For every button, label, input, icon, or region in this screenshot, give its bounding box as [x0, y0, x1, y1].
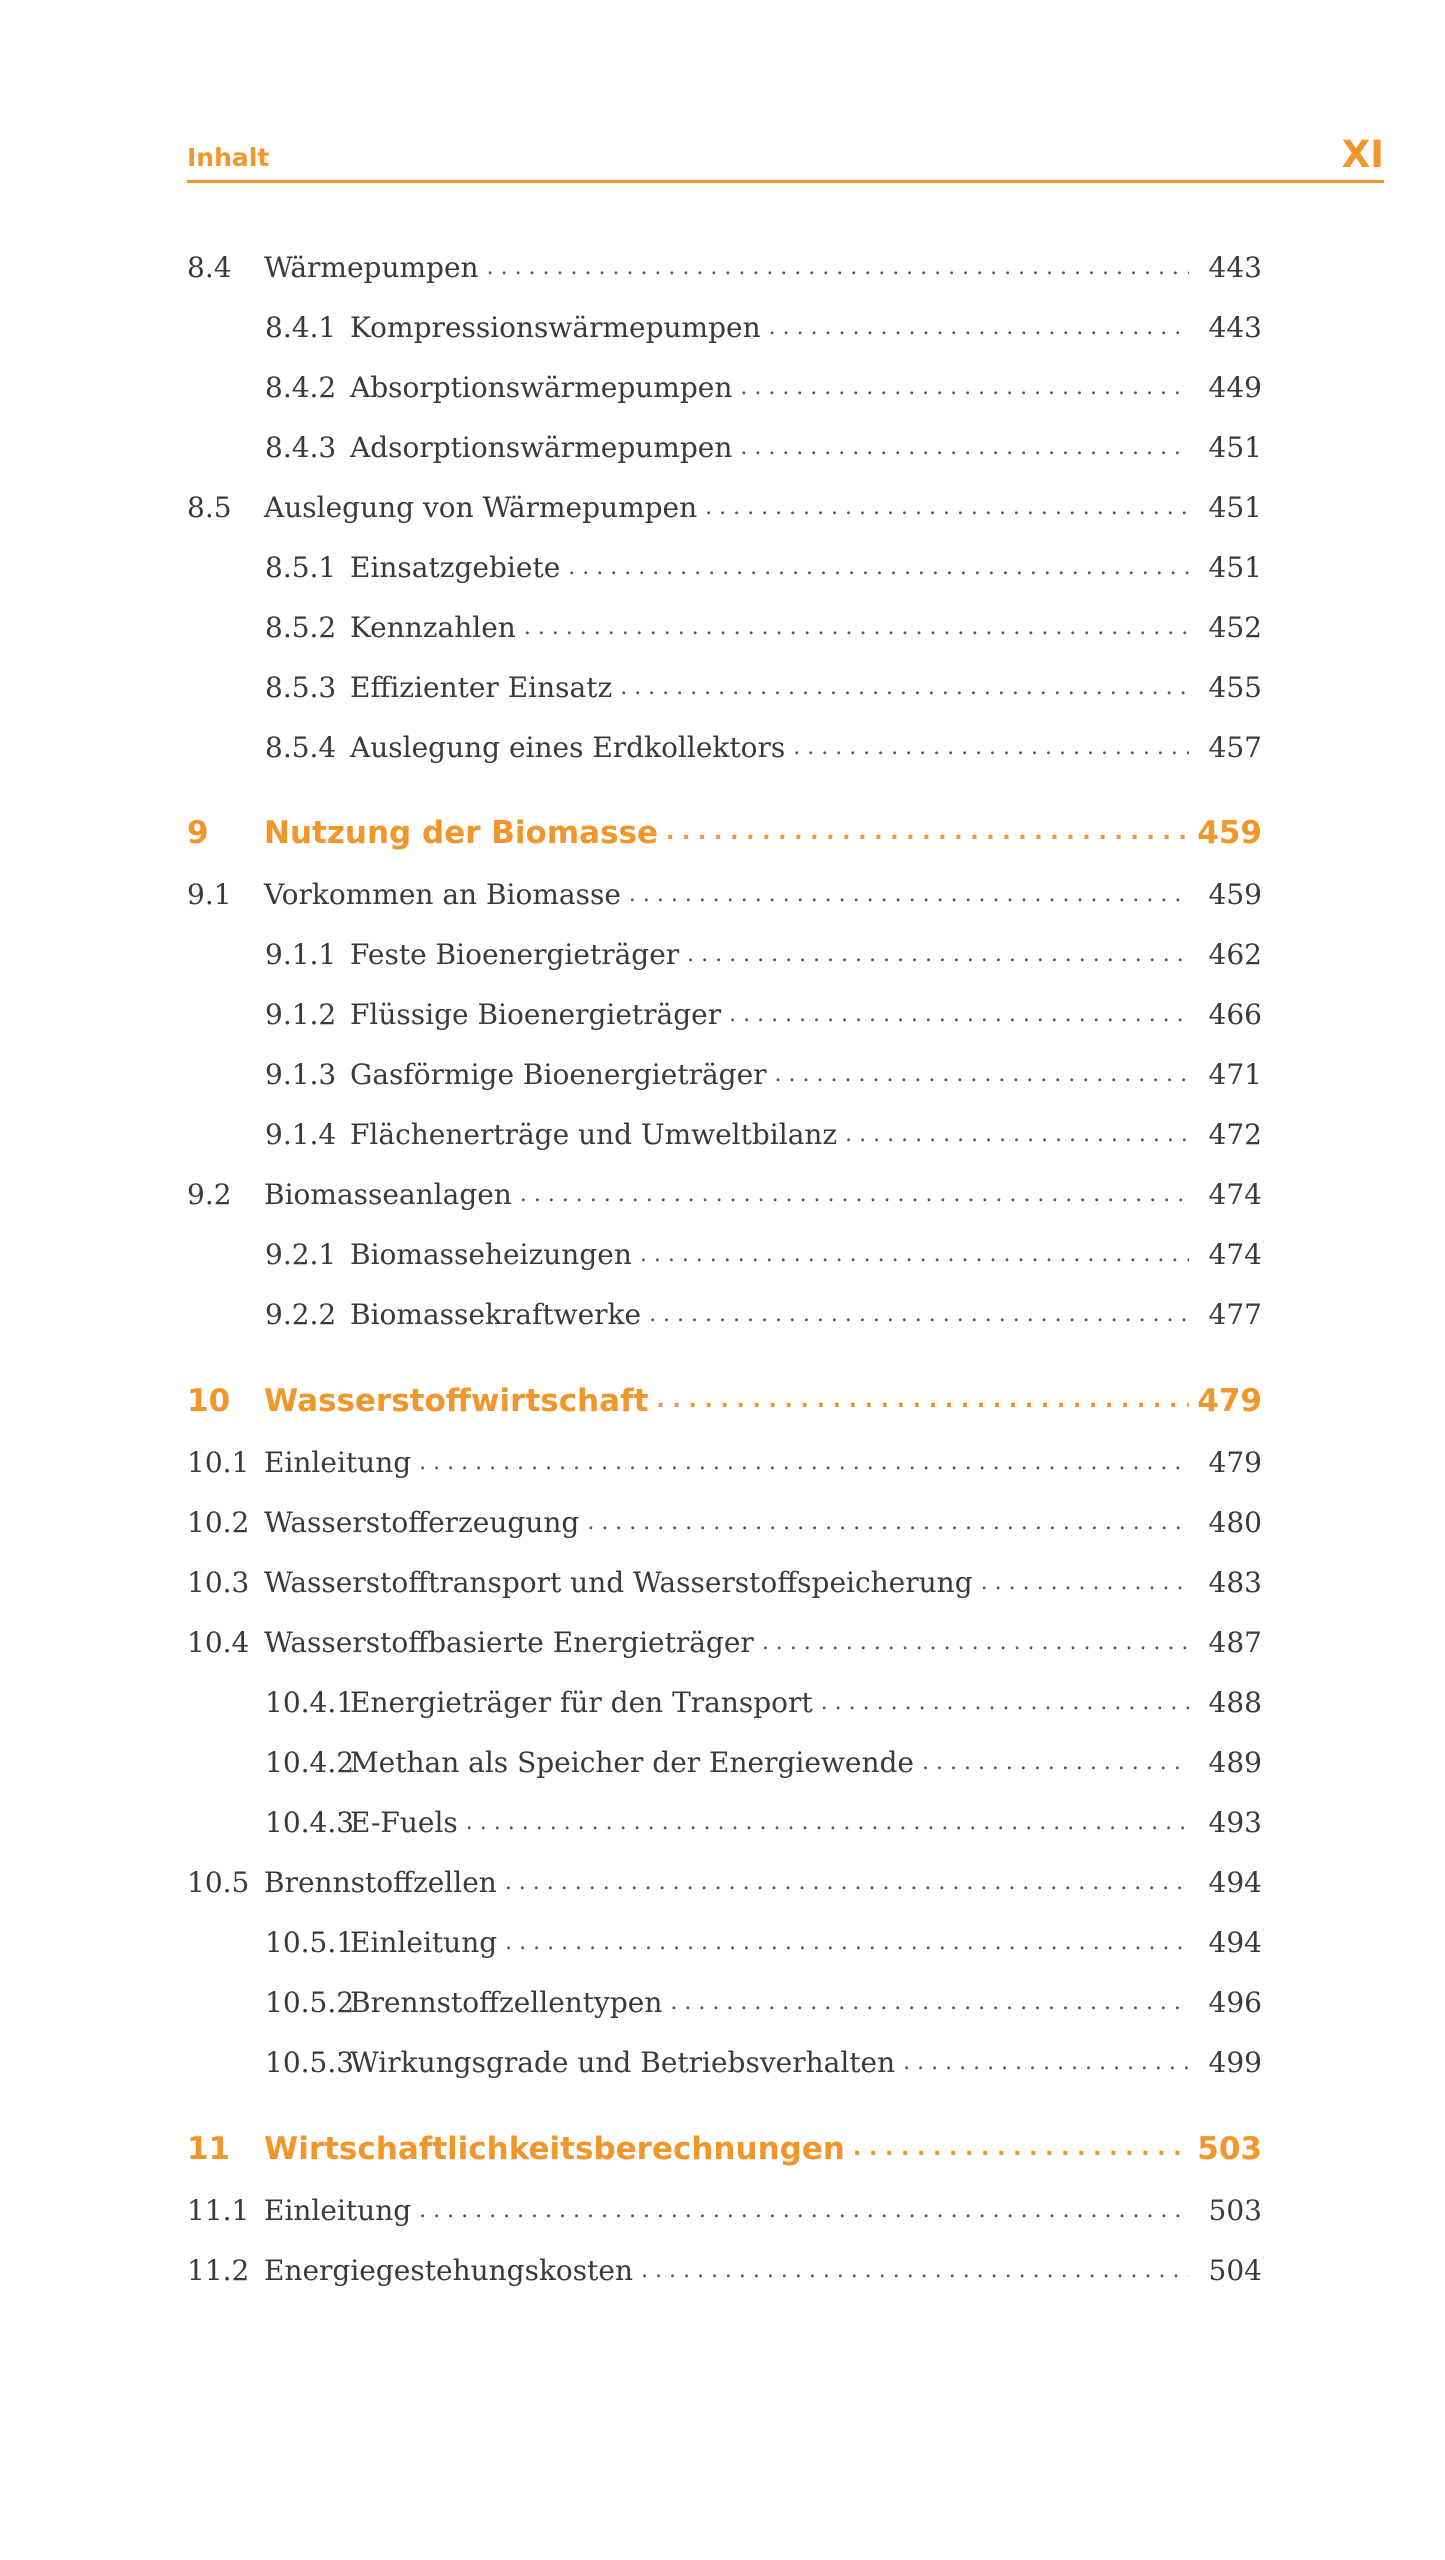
- toc-chapter-entry[interactable]: [187, 810, 1262, 850]
- toc-entry-number: 9.1.3: [265, 1058, 337, 1091]
- toc-entry-number: 9.1.2: [265, 998, 337, 1031]
- toc-entry-page: 496: [1208, 1986, 1262, 2019]
- toc-entry[interactable]: [187, 1500, 1262, 1540]
- toc-entry-number: 8.4.3: [265, 431, 337, 464]
- toc-entry-title: Nutzung der Biomasse: [264, 815, 658, 851]
- toc-entry-page: 480: [1208, 1506, 1262, 1539]
- toc-entry[interactable]: [187, 665, 1262, 705]
- dot-leader: [640, 1238, 1189, 1272]
- toc-entry-page: 472: [1208, 1118, 1262, 1151]
- toc-entry-page: 477: [1208, 1298, 1262, 1331]
- toc-entry-title: Absorptionswärmepumpen: [350, 371, 733, 404]
- toc-entry-title: Biomasseheizungen: [350, 1238, 632, 1271]
- toc-entry-page: 471: [1208, 1058, 1262, 1091]
- toc-entry-page: 494: [1208, 1866, 1262, 1899]
- toc-entry[interactable]: [187, 1860, 1262, 1900]
- toc-entry-number: 10.4.3: [265, 1806, 355, 1839]
- toc-entry-title: Wirkungsgrade und Betriebsverhalten: [350, 2046, 896, 2079]
- toc-entry-number: 9: [187, 815, 209, 851]
- toc-entry[interactable]: [187, 1172, 1262, 1212]
- toc-entry-page: 483: [1208, 1566, 1262, 1599]
- toc-entry[interactable]: [187, 425, 1262, 465]
- toc-entry-title: Wasserstofftransport und Wasserstoffspeicherung: [264, 1566, 973, 1599]
- dot-leader: [769, 311, 1189, 345]
- toc-entry-page: 499: [1208, 2046, 1262, 2079]
- toc-entry-title: Wirtschaftlichkeitsberechnungen: [264, 2131, 845, 2167]
- dot-leader: [740, 431, 1189, 465]
- dot-leader: [520, 1178, 1189, 1212]
- toc-entry[interactable]: [187, 1112, 1262, 1152]
- toc-entry-title: Feste Bioenergieträger: [350, 938, 680, 971]
- dot-leader: [641, 2254, 1189, 2288]
- toc-entry[interactable]: [187, 872, 1262, 912]
- toc-entry-page: 503: [1197, 2131, 1262, 2167]
- toc-entry-title: Brennstoffzellen: [264, 1866, 497, 1899]
- toc-entry-title: Adsorptionswärmepumpen: [350, 431, 733, 464]
- dot-leader: [740, 371, 1189, 405]
- toc-entry-page: 474: [1208, 1178, 1262, 1211]
- toc-entry[interactable]: [187, 545, 1262, 585]
- dot-leader: [666, 816, 1189, 850]
- toc-entry-page: 443: [1208, 251, 1262, 284]
- toc-entry-number: 8.4: [187, 251, 232, 284]
- toc-entry[interactable]: [187, 485, 1262, 525]
- toc-entry-number: 8.5.1: [265, 551, 337, 584]
- toc-entry-page: 457: [1208, 731, 1262, 764]
- running-header: [187, 128, 1384, 183]
- toc-entry[interactable]: [187, 1800, 1262, 1840]
- toc-entry-title: Einleitung: [264, 1446, 412, 1479]
- dot-leader: [568, 551, 1189, 585]
- toc-entry[interactable]: [187, 932, 1262, 972]
- toc-entry[interactable]: [187, 1920, 1262, 1960]
- toc-entry-number: 10.5.2: [265, 1986, 355, 2019]
- toc-entry-number: 11: [187, 2131, 231, 2167]
- dot-leader: [524, 611, 1189, 645]
- toc-entry-page: 494: [1208, 1926, 1262, 1959]
- toc-entry-title: Einleitung: [350, 1926, 498, 1959]
- toc-entry[interactable]: [187, 1292, 1262, 1332]
- dot-leader: [487, 251, 1189, 285]
- toc-entry-number: 8.5: [187, 491, 232, 524]
- dot-leader: [903, 2046, 1189, 2080]
- dot-leader: [845, 1118, 1189, 1152]
- toc-entry[interactable]: [187, 1680, 1262, 1720]
- toc-entry-title: Biomasseanlagen: [264, 1178, 512, 1211]
- dot-leader: [775, 1058, 1189, 1092]
- dot-leader: [687, 938, 1189, 972]
- toc-entry-page: 493: [1208, 1806, 1262, 1839]
- toc-entry-page: 452: [1208, 611, 1262, 644]
- toc-entry-number: 8.5.4: [265, 731, 337, 764]
- toc-entry-page: 489: [1208, 1746, 1262, 1779]
- toc-entry-title: Auslegung von Wärmepumpen: [264, 491, 698, 524]
- toc-entry[interactable]: [187, 2188, 1262, 2228]
- toc-entry-title: Kennzahlen: [350, 611, 516, 644]
- toc-entry-number: 10.4.1: [265, 1686, 355, 1719]
- toc-entry-title: E-Fuels: [350, 1806, 458, 1839]
- toc-entry-number: 9.2.2: [265, 1298, 337, 1331]
- toc-entry[interactable]: [187, 365, 1262, 405]
- toc-entry-title: Einsatzgebiete: [350, 551, 561, 584]
- toc-entry-number: 10.4.2: [265, 1746, 355, 1779]
- toc-entry-title: Brennstoffzellentypen: [350, 1986, 663, 2019]
- dot-leader: [729, 998, 1189, 1032]
- page-number: XI: [1341, 133, 1384, 176]
- dot-leader: [793, 731, 1189, 765]
- toc-entry-page: 451: [1208, 551, 1262, 584]
- toc-entry[interactable]: [187, 605, 1262, 645]
- toc-entry-number: 10.4: [187, 1626, 250, 1659]
- toc-entry-page: 487: [1208, 1626, 1262, 1659]
- toc-entry-page: 462: [1208, 938, 1262, 971]
- toc-entry-number: 8.5.3: [265, 671, 337, 704]
- toc-entry[interactable]: [187, 245, 1262, 285]
- toc-entry-page: 455: [1208, 671, 1262, 704]
- toc-entry[interactable]: [187, 2040, 1262, 2080]
- toc-entry-number: 11.2: [187, 2254, 250, 2287]
- toc-entry-page: 479: [1197, 1383, 1262, 1419]
- toc-entry[interactable]: [187, 2248, 1262, 2288]
- toc-chapter-entry[interactable]: [187, 2126, 1262, 2166]
- toc-entry[interactable]: [187, 305, 1262, 345]
- dot-leader: [419, 1446, 1189, 1480]
- toc-chapter-entry[interactable]: [187, 1378, 1262, 1418]
- dot-leader: [705, 491, 1189, 525]
- toc-entry-title: Methan als Speicher der Energiewende: [350, 1746, 914, 1779]
- dot-leader: [620, 671, 1189, 705]
- dot-leader: [419, 2194, 1189, 2228]
- toc-entry-number: 10.5.1: [265, 1926, 355, 1959]
- toc-entry-title: Kompressionswärmepumpen: [350, 311, 761, 344]
- dot-leader: [853, 2132, 1189, 2166]
- toc-entry-page: 451: [1208, 491, 1262, 524]
- toc-entry-title: Effizienter Einsatz: [350, 671, 613, 704]
- toc-entry[interactable]: [187, 1052, 1262, 1092]
- toc-entry[interactable]: [187, 1740, 1262, 1780]
- toc-entry-title: Gasförmige Bioenergieträger: [350, 1058, 767, 1091]
- toc-entry-number: 10.2: [187, 1506, 250, 1539]
- toc-entry-number: 10.3: [187, 1566, 250, 1599]
- toc-entry[interactable]: [187, 1620, 1262, 1660]
- toc-entry-title: Wärmepumpen: [264, 251, 479, 284]
- toc-entry-number: 10.1: [187, 1446, 250, 1479]
- toc-entry-page: 466: [1208, 998, 1262, 1031]
- toc-entry[interactable]: [187, 725, 1262, 765]
- toc-entry-title: Auslegung eines Erdkollektors: [350, 731, 786, 764]
- toc-entry-number: 10: [187, 1383, 231, 1419]
- toc-entry-page: 459: [1208, 878, 1262, 911]
- toc-entry-title: Wasserstoffwirtschaft: [264, 1383, 649, 1419]
- toc-entry-number: 9.2.1: [265, 1238, 337, 1271]
- toc-entry-title: Vorkommen an Biomasse: [264, 878, 621, 911]
- toc-entry[interactable]: [187, 992, 1262, 1032]
- dot-leader: [821, 1686, 1189, 1720]
- dot-leader: [587, 1506, 1189, 1540]
- toc-entry-title: Biomassekraftwerke: [350, 1298, 642, 1331]
- toc-entry[interactable]: [187, 1560, 1262, 1600]
- toc-entry-number: 9.1: [187, 878, 232, 911]
- toc-entry-number: 9.1.4: [265, 1118, 337, 1151]
- running-header-section: Inhalt: [187, 143, 270, 172]
- toc-entry-page: 503: [1208, 2194, 1262, 2227]
- dot-leader: [656, 1384, 1189, 1418]
- toc-entry-page: 459: [1197, 815, 1262, 851]
- toc-entry-number: 9.1.1: [265, 938, 337, 971]
- toc-entry-number: 9.2: [187, 1178, 232, 1211]
- toc-entry-title: Einleitung: [264, 2194, 412, 2227]
- dot-leader: [922, 1746, 1189, 1780]
- dot-leader: [670, 1986, 1189, 2020]
- toc-entry-page: 443: [1208, 311, 1262, 344]
- dot-leader: [649, 1298, 1189, 1332]
- toc-entry-number: 8.5.2: [265, 611, 337, 644]
- toc-entry-number: 8.4.1: [265, 311, 337, 344]
- toc-entry[interactable]: [187, 1980, 1262, 2020]
- toc-entry-page: 451: [1208, 431, 1262, 464]
- toc-entry-page: 488: [1208, 1686, 1262, 1719]
- toc-entry[interactable]: [187, 1440, 1262, 1480]
- dot-leader: [629, 878, 1189, 912]
- toc-entry-title: Wasserstofferzeugung: [264, 1506, 580, 1539]
- toc-entry-page: 479: [1208, 1446, 1262, 1479]
- toc-entry-page: 504: [1208, 2254, 1262, 2287]
- toc-entry-number: 8.4.2: [265, 371, 337, 404]
- dot-leader: [505, 1866, 1189, 1900]
- toc-entry-page: 449: [1208, 371, 1262, 404]
- toc-entry-number: 10.5.3: [265, 2046, 355, 2079]
- toc-entry-title: Flüssige Bioenergieträger: [350, 998, 722, 1031]
- toc-entry-title: Energieträger für den Transport: [350, 1686, 813, 1719]
- toc-entry-number: 10.5: [187, 1866, 250, 1899]
- dot-leader: [505, 1926, 1189, 1960]
- toc-entry[interactable]: [187, 1232, 1262, 1272]
- toc-entry-page: 474: [1208, 1238, 1262, 1271]
- dot-leader: [981, 1566, 1189, 1600]
- toc-entry-title: Energiegestehungskosten: [264, 2254, 634, 2287]
- toc-entry-title: Flächenerträge und Umweltbilanz: [350, 1118, 838, 1151]
- dot-leader: [466, 1806, 1189, 1840]
- dot-leader: [762, 1626, 1189, 1660]
- toc-entry-number: 11.1: [187, 2194, 250, 2227]
- toc-entry-title: Wasserstoffbasierte Energieträger: [264, 1626, 754, 1659]
